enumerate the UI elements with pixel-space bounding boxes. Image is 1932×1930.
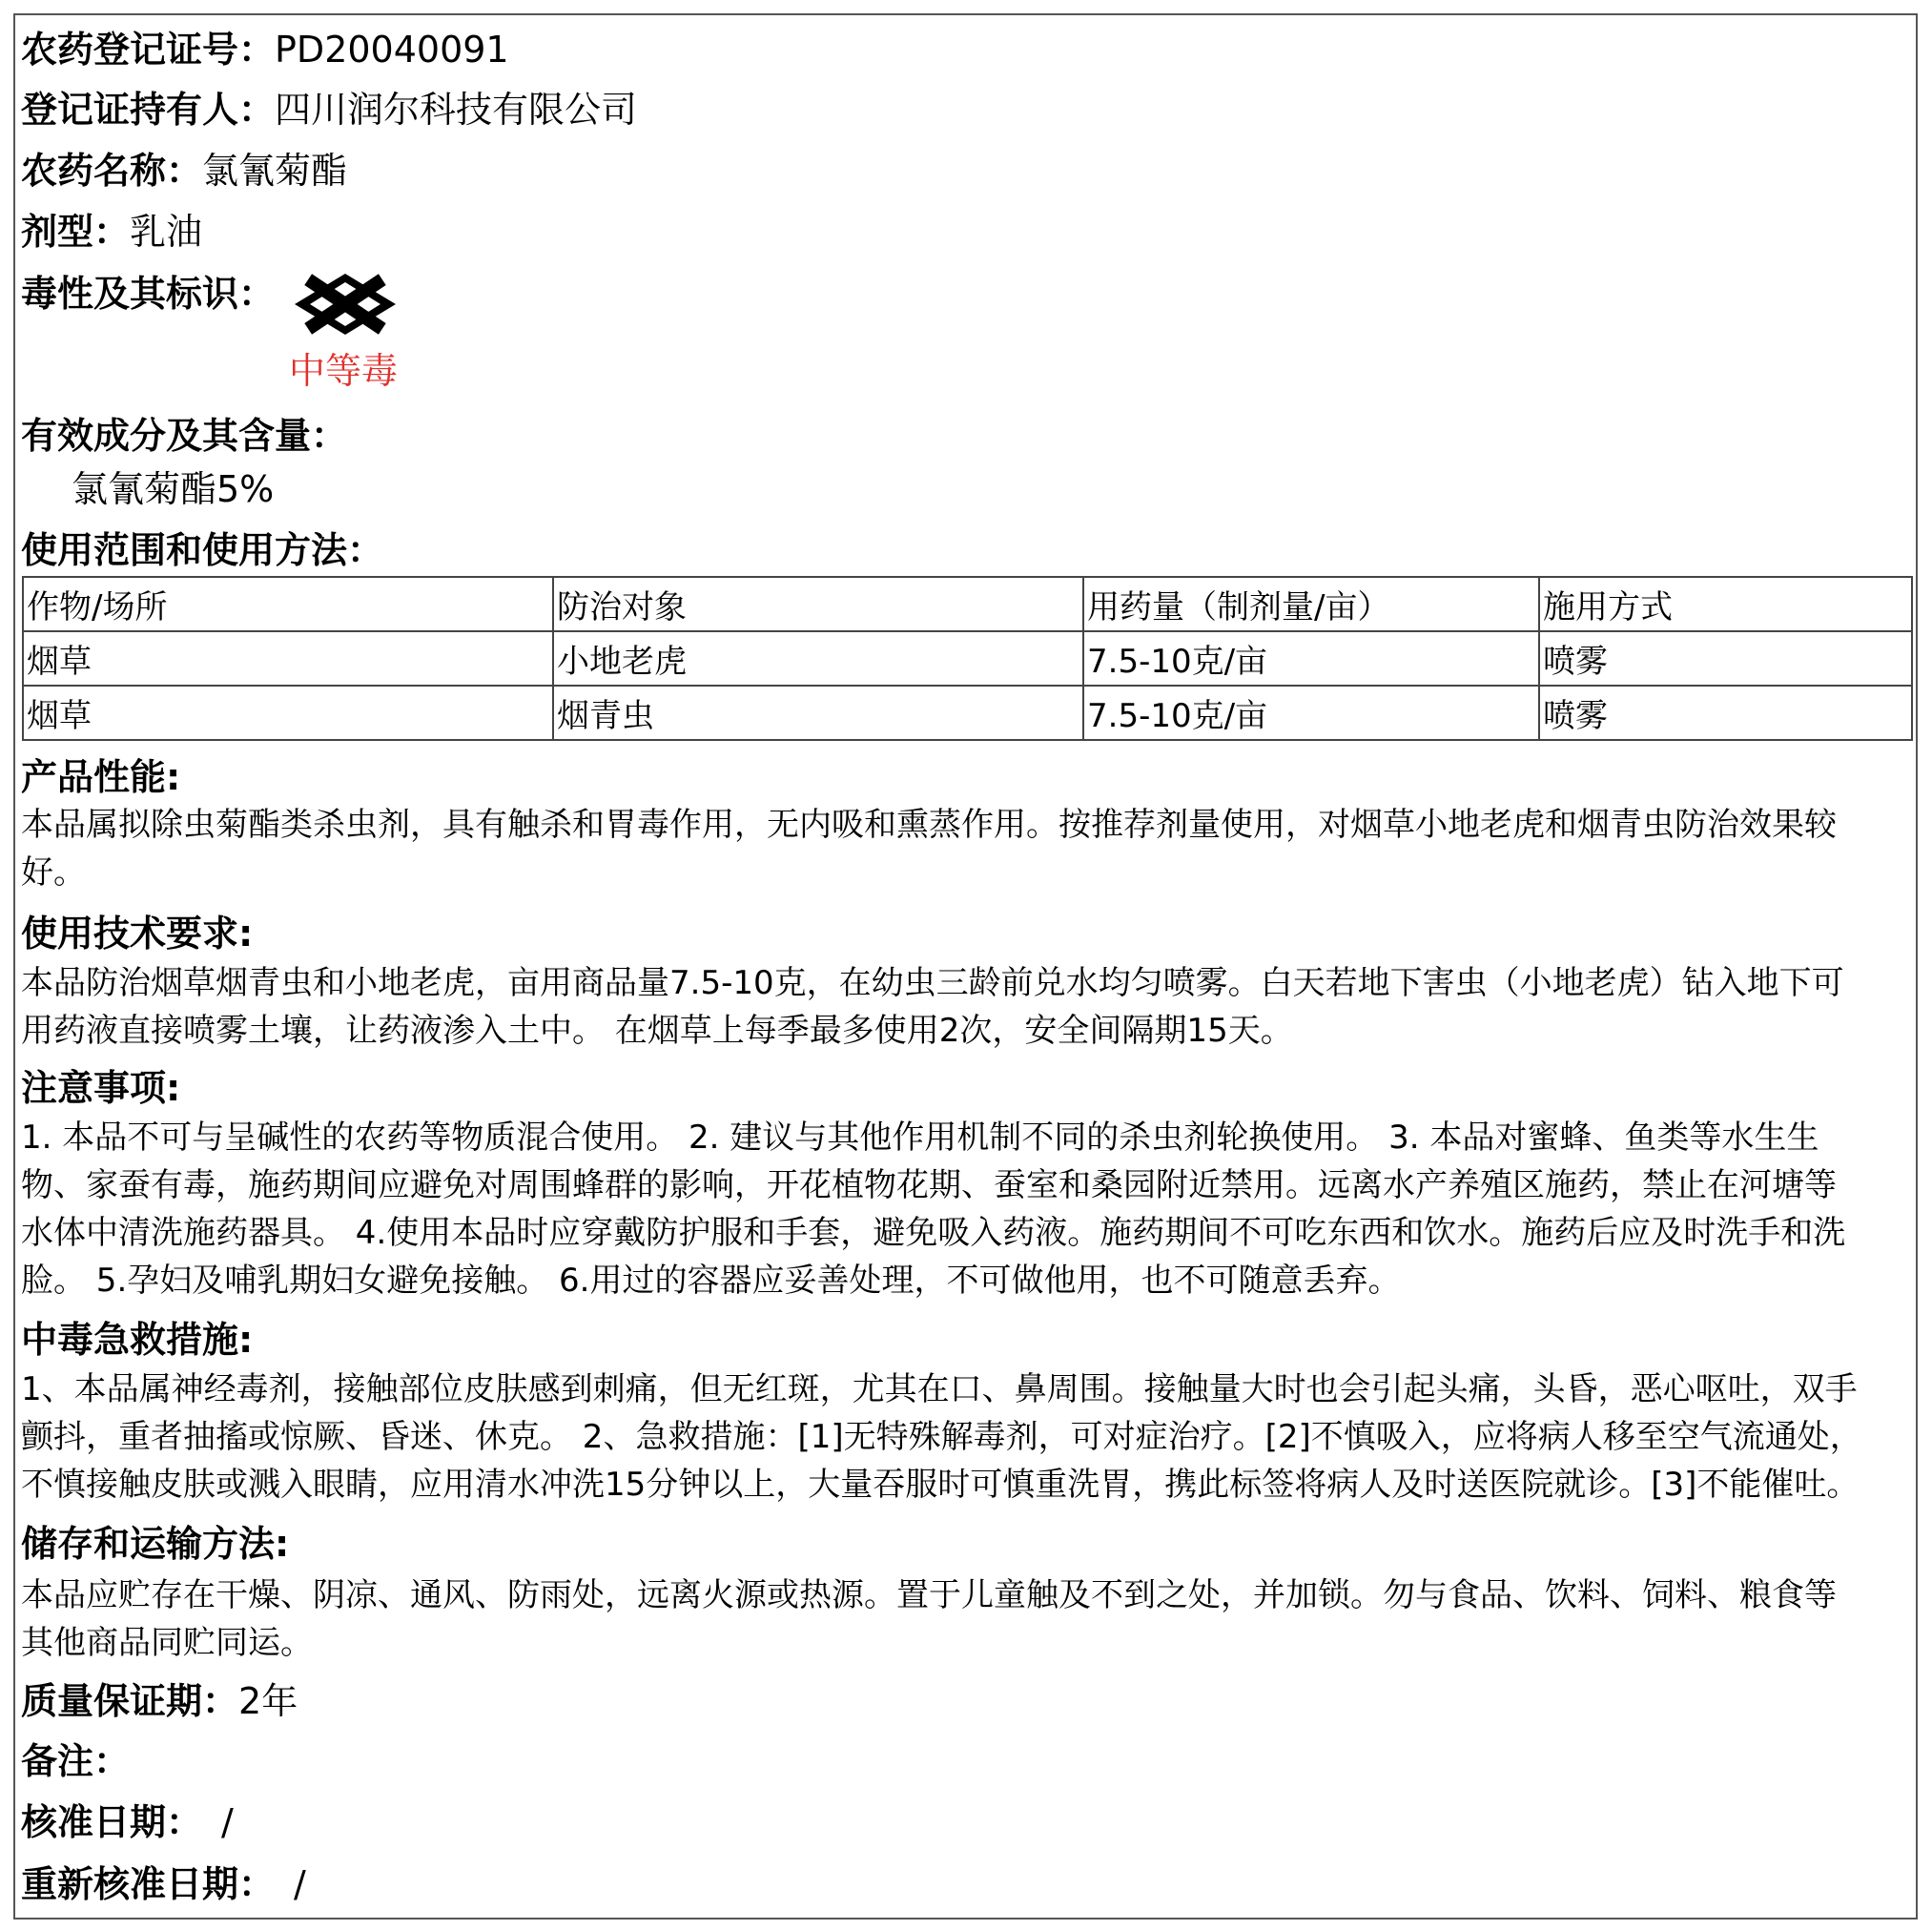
shelf-life-value: 2年 bbox=[238, 1680, 298, 1722]
toxicity-label: 毒性及其标识： bbox=[21, 273, 276, 315]
performance-label bbox=[21, 754, 180, 800]
reapproval-date-row bbox=[21, 1861, 306, 1907]
registration-no-label: 农药登记证号： bbox=[21, 29, 276, 71]
storage-text bbox=[21, 1571, 1909, 1667]
toxicity-cross-icon bbox=[289, 268, 401, 340]
storage-line: 其他商品同贮同运。 bbox=[21, 1624, 313, 1662]
table-cell: 喷雾 bbox=[1539, 686, 1912, 740]
remarks-label: 备注： bbox=[21, 1740, 131, 1782]
formulation-label: 剂型： bbox=[21, 211, 131, 253]
technical-text bbox=[21, 959, 1909, 1055]
table-header-cell: 用药量（制剂量/亩） bbox=[1083, 577, 1539, 631]
table-cell: 烟草 bbox=[23, 686, 553, 740]
table-cell: 7.5-10克/亩 bbox=[1083, 631, 1539, 686]
table-header-row bbox=[23, 577, 1912, 631]
first-aid-line: 不慎接触皮肤或溅入眼睛，应用清水冲洗15分钟以上，大量吞服时可慎重洗胃，携此标签将病人及时送医院就诊。[3]不能催吐。 bbox=[21, 1466, 1860, 1504]
holder-value: 四川润尔科技有限公司 bbox=[275, 89, 638, 131]
performance-line: 好。 bbox=[21, 853, 86, 892]
usage-table bbox=[22, 576, 1913, 741]
holder-row bbox=[21, 87, 637, 133]
remarks-row bbox=[21, 1738, 130, 1784]
toxicity-row bbox=[21, 271, 275, 317]
table-cell: 7.5-10克/亩 bbox=[1083, 686, 1539, 740]
usage-label: 使用范围和使用方法： bbox=[21, 529, 384, 571]
first-aid-heading: 中毒急救措施: bbox=[21, 1319, 254, 1361]
first-aid-label bbox=[21, 1317, 253, 1363]
precautions-label bbox=[21, 1065, 180, 1111]
storage-label bbox=[21, 1521, 289, 1567]
technical-line: 本品防治烟草烟青虫和小地老虎，亩用商品量7.5-10克，在幼虫三龄前兑水均匀喷雾。白天若地下害虫（小地老虎）钻入地下可 bbox=[21, 964, 1844, 1002]
shelf-life-row bbox=[21, 1678, 298, 1724]
precautions-heading: 注意事项: bbox=[21, 1067, 181, 1109]
active-ingredient-heading: 有效成分及其含量： bbox=[21, 415, 348, 457]
approval-date-row bbox=[21, 1799, 234, 1845]
precautions-line: 水体中清洗施药器具。 4.使用本品时应穿戴防护服和手套，避免吸入药液。施药期间不可吃东西和饮水。施药后应及时洗手和洗 bbox=[21, 1214, 1846, 1252]
table-cell: 烟草 bbox=[23, 631, 553, 686]
first-aid-text bbox=[21, 1365, 1909, 1509]
table-row bbox=[23, 686, 1912, 740]
table-row bbox=[23, 631, 1912, 686]
performance-heading: 产品性能: bbox=[21, 756, 181, 798]
first-aid-line: 颤抖，重者抽搐或惊厥、昏迷、休克。 2、急救措施：[1]无特殊解毒剂，可对症治疗。[2]不慎吸入，应将病人移至空气流通处， bbox=[21, 1418, 1862, 1456]
precautions-text bbox=[21, 1114, 1909, 1304]
registration-no-row bbox=[21, 27, 509, 72]
technical-heading: 使用技术要求: bbox=[21, 913, 254, 955]
approval-date-label: 核准日期： bbox=[21, 1801, 203, 1843]
formulation-row bbox=[21, 209, 202, 255]
performance-line: 本品属拟除虫菊酯类杀虫剂，具有触杀和胃毒作用，无内吸和熏蒸作用。按推荐剂量使用，对烟草小地老虎和烟青虫防治效果较 bbox=[21, 806, 1837, 844]
shelf-life-label: 质量保证期： bbox=[21, 1680, 239, 1722]
approval-date-value: / bbox=[221, 1801, 234, 1843]
table-cell: 小地老虎 bbox=[553, 631, 1083, 686]
table-header-cell: 作物/场所 bbox=[23, 577, 553, 631]
table-header-cell: 防治对象 bbox=[553, 577, 1083, 631]
usage-label-row bbox=[21, 527, 383, 573]
reapproval-date-value: / bbox=[294, 1863, 306, 1905]
registration-no-value: PD20040091 bbox=[275, 29, 509, 71]
toxicity-level: 中等毒 bbox=[289, 350, 399, 392]
precautions-line: 1. 本品不可与呈碱性的农药等物质混合使用。 2. 建议与其他作用机制不同的杀虫剂轮换使用。 3. 本品对蜜蜂、鱼类等水生生 bbox=[21, 1119, 1819, 1157]
first-aid-line: 1、本品属神经毒剂，接触部位皮肤感到刺痛，但无红斑，尤其在口、鼻周围。接触量大时也会引起头痛，头昏，恶心呕吐，双手 bbox=[21, 1370, 1858, 1408]
storage-heading: 储存和运输方法: bbox=[21, 1523, 290, 1565]
storage-line: 本品应贮存在干燥、阴凉、通风、防雨处，远离火源或热源。置于儿童触及不到之处，并加锁。勿与食品、饮料、饲料、粮食等 bbox=[21, 1576, 1837, 1614]
performance-text bbox=[21, 801, 1909, 896]
pesticide-name-row bbox=[21, 148, 347, 194]
table-cell: 喷雾 bbox=[1539, 631, 1912, 686]
active-ingredient-value: 氯氰菊酯5% bbox=[72, 468, 275, 510]
table-header-cell: 施用方式 bbox=[1539, 577, 1912, 631]
formulation-value: 乳油 bbox=[130, 211, 203, 253]
precautions-line: 脸。 5.孕妇及哺乳期妇女避免接触。 6.用过的容器应妥善处理，不可做他用，也不可随意丢弃。 bbox=[21, 1262, 1401, 1300]
active-ingredient-label bbox=[21, 413, 347, 459]
precautions-line: 物、家蚕有毒，施药期间应避免对周围蜂群的影响，开花植物花期、蚕室和桑园附近禁用。远离水产养殖区施药，禁止在河塘等 bbox=[21, 1166, 1837, 1204]
technical-line: 用药液直接喷雾土壤，让药液渗入土中。 在烟草上每季最多使用2次，安全间隔期15天。 bbox=[21, 1012, 1293, 1050]
reapproval-date-label: 重新核准日期： bbox=[21, 1863, 276, 1905]
pesticide-name-label: 农药名称： bbox=[21, 150, 203, 192]
holder-label: 登记证持有人： bbox=[21, 89, 276, 131]
pesticide-name-value: 氯氰菊酯 bbox=[202, 150, 348, 192]
technical-label bbox=[21, 911, 253, 956]
table-cell: 烟青虫 bbox=[553, 686, 1083, 740]
